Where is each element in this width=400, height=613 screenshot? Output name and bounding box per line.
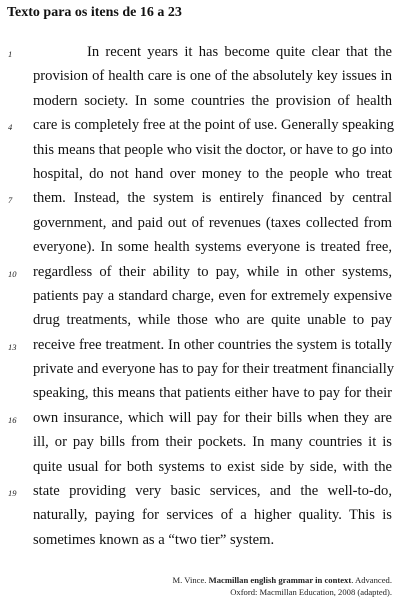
line-text: everyone). In some health systems everyone is treated free, xyxy=(33,239,392,256)
line-number: 10 xyxy=(8,268,17,279)
passage-line xyxy=(0,406,400,430)
passage-line xyxy=(0,64,400,88)
passage-line xyxy=(0,235,400,259)
line-text: sometimes known as a “two tier” system. xyxy=(33,531,275,548)
passage-line xyxy=(0,260,400,284)
passage-line xyxy=(0,284,400,308)
line-text: patients pay a standard charge, even for extremely expensive xyxy=(33,287,392,304)
citation-book-title: Macmillan english grammar in context xyxy=(208,575,352,585)
passage-line xyxy=(0,162,400,186)
line-number: 7 xyxy=(8,195,13,206)
citation-line-1 xyxy=(173,574,392,586)
source-citation xyxy=(173,574,392,598)
line-text: receive free treatment. In other countries the system is totally xyxy=(33,336,392,353)
passage-line xyxy=(0,381,400,405)
line-number: 13 xyxy=(8,341,17,352)
passage-line xyxy=(0,479,400,503)
passage-line xyxy=(0,138,400,162)
line-number: 19 xyxy=(8,488,17,499)
passage-line xyxy=(0,211,400,235)
passage-line xyxy=(0,113,400,137)
line-text: quite usual for both systems to exist side by side, with the xyxy=(33,458,392,475)
passage-line xyxy=(0,40,400,64)
line-text: modern society. In some countries the provision of health xyxy=(33,92,392,109)
line-text: them. Instead, the system is entirely financed by central xyxy=(33,190,392,207)
line-text: hospital, do not hand over money to the people who treat xyxy=(33,165,392,182)
citation-level: . Advanced. xyxy=(351,575,392,585)
citation-publication: Oxford: Macmillan Education, 2008 (adapted). xyxy=(230,587,392,597)
passage-line xyxy=(0,455,400,479)
passage-line xyxy=(0,503,400,527)
passage-line xyxy=(0,333,400,357)
line-text: private and everyone has to pay for their treatment financially xyxy=(33,361,395,378)
line-text: regardless of their ability to pay, while in other systems, xyxy=(33,263,392,280)
line-text: speaking, this means that patients either have to pay for their xyxy=(33,385,392,402)
passage-line xyxy=(0,357,400,381)
line-text: own insurance, which will pay for their bills when they are xyxy=(33,409,392,426)
line-text: this means that people who visit the doctor, or have to go into xyxy=(33,141,393,158)
citation-author: M. Vince. xyxy=(172,575,207,585)
passage xyxy=(0,40,400,552)
line-text: care is completely free at the point of use. Generally speaking xyxy=(33,117,395,134)
line-number: 16 xyxy=(8,414,17,425)
line-text: naturally, paying for services of a higher quality. This is xyxy=(33,507,392,524)
section-heading: Texto para os itens de 16 a 23 xyxy=(7,5,182,20)
passage-line xyxy=(0,186,400,210)
line-text: government, and paid out of revenues (taxes collected from xyxy=(33,214,392,231)
line-text: provision of health care is one of the absolutely key issues in xyxy=(33,68,392,85)
line-number: 1 xyxy=(8,49,13,59)
passage-line xyxy=(0,308,400,332)
line-text: ill, or pay bills from their pockets. In many countries it is xyxy=(33,434,392,451)
line-text: state providing very basic services, and the well-to-do, xyxy=(33,483,392,500)
passage-line xyxy=(0,528,400,552)
passage-line xyxy=(0,430,400,454)
line-text: drug treatments, while those who are quite unable to pay xyxy=(33,312,392,329)
line-text: In recent years it has become quite clear that the xyxy=(87,44,392,60)
passage-line xyxy=(0,89,400,113)
line-number: 4 xyxy=(8,122,13,133)
